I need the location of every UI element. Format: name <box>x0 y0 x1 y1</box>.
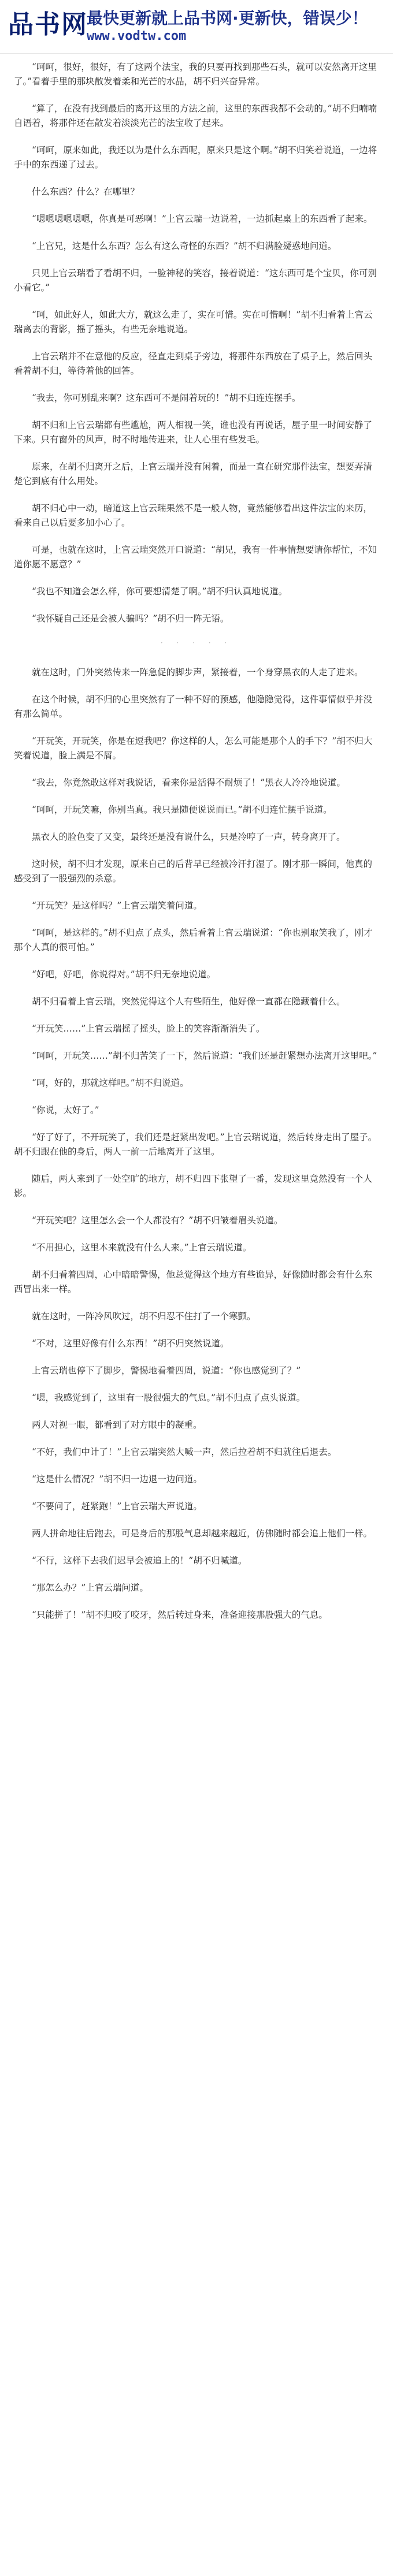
chapter-paragraph: “开玩笑，开玩笑，你是在逗我吧？你这样的人，怎么可能是那个人的手下？”胡不归大笑着说道，脸上满是不屑。 <box>14 736 373 761</box>
chapter-paragraph: “算了，在没有找到最后的离开这里的方法之前，这里的东西我都不会动的。”胡不归喃喃自语着，将那件还在散发着淡淡光芒的法宝收了起来。 <box>14 103 377 128</box>
chapter-paragraph: 黑衣人的脸色变了又变，最终还是没有说什么，只是冷哼了一声，转身离开了。 <box>32 832 346 842</box>
site-header <box>0 0 393 54</box>
chapter-paragraph: “这是什么情况？”胡不归一边退一边问道。 <box>32 1474 202 1484</box>
chapter-paragraph: 就在这时，一阵冷风吹过，胡不归忍不住打了一个寒颤。 <box>32 1311 256 1321</box>
chapter-paragraph: “开玩笑吧？这里怎么会一个人都没有？”胡不归皱着眉头说道。 <box>32 1215 283 1226</box>
chapter-paragraph: “呵呵，开玩笑嘛，你别当真。我只是随便说说而已。”胡不归连忙摆手说道。 <box>32 805 332 815</box>
chapter-paragraph: “不好，我们中计了！”上官云瑞突然大喊一声，然后拉着胡不归就往后退去。 <box>32 1447 337 1457</box>
chapter-paragraph: 两人拼命地往后跑去，可是身后的那股气息却越来越近，仿佛随时都会追上他们一样。 <box>32 1528 373 1539</box>
chapter-paragraph: 原来，在胡不归离开之后，上官云瑞并没有闲着，而是一直在研究那件法宝，想要弄清楚它到底有什么用处。 <box>14 461 373 486</box>
chapter-paragraph: 随后，两人来到了一处空旷的地方，胡不归四下张望了一番，发现这里竟然没有一个人影。 <box>14 1174 373 1198</box>
chapter-paragraph: “嗯嗯嗯嗯嗯嗯，你真是可恶啊！”上官云瑞一边说着，一边抓起桌上的东西看了起来。 <box>32 214 373 224</box>
chapter-paragraph: “呵呵，开玩笑……”胡不归苦笑了一下，然后说道：“我们还是赶紧想办法离开这里吧。” <box>32 1051 377 1061</box>
chapter-paragraph: 胡不归和上官云瑞都有些尴尬，两人相视一笑，谁也没有再说话，屋子里一时间安静了下来。只有窗外的风声，时不时地传进来，让人心里有些发毛。 <box>14 420 373 445</box>
chapter-paragraph: 只见上官云瑞看了看胡不归，一脸神秘的笑容，接着说道：“这东西可是个宝贝，你可别小看它。” <box>14 268 377 293</box>
chapter-paragraph: “呵，好的，那就这样吧。”胡不归说道。 <box>32 1078 189 1088</box>
chapter-paragraph: 在这个时候，胡不归的心里突然有了一种不好的预感，他隐隐觉得，这件事情似乎并没有那么简单。 <box>14 694 373 719</box>
chapter-paragraph: “好吧，好吧，你说得对。”胡不归无奈地说道。 <box>32 969 216 980</box>
site-url[interactable]: www.vodtw.com <box>87 29 187 43</box>
chapter-paragraph: 什么东西？什么？在哪里？ <box>32 187 140 197</box>
chapter-paragraph: “不用担心，这里本来就没有什么人来。”上官云瑞说道。 <box>32 1242 252 1253</box>
chapter-paragraph: 上官云瑞也停下了脚步，警惕地看着四周，说道：“你也感觉到了？” <box>32 1365 301 1376</box>
chapter-paragraph: 可是，也就在这时，上官云瑞突然开口说道：“胡兄，我有一件事情想要请你帮忙，不知道你愿不愿意？” <box>14 545 377 569</box>
chapter-paragraph: 胡不归看着四周，心中暗暗警惕，他总觉得这个地方有些诡异，好像随时都会有什么东西冒出来一样。 <box>14 1270 373 1294</box>
chapter-paragraph: “只能拼了！”胡不归咬了咬牙，然后转过身来，准备迎接那股强大的气息。 <box>32 1610 328 1620</box>
chapter-paragraph: “呵呵，原来如此，我还以为是什么东西呢，原来只是这个啊。”胡不归笑着说道，一边将手中的东西递了过去。 <box>14 145 377 170</box>
chapter-paragraph: 胡不归看着上官云瑞，突然觉得这个人有些陌生，他好像一直都在隐藏着什么。 <box>32 996 346 1007</box>
chapter-paragraph: 两人对视一眼，都看到了对方眼中的凝重。 <box>32 1420 202 1430</box>
section-divider: · · · · · <box>160 639 233 647</box>
chapter-paragraph: “嗯，我感觉到了，这里有一股很强大的气息。”胡不归点了点头说道。 <box>32 1393 306 1403</box>
chapter-paragraph: “我怀疑自己还是会被人骗吗？”胡不归一阵无语。 <box>32 613 229 624</box>
chapter-paragraph: “开玩笑？是这样吗？”上官云瑞笑着问道。 <box>32 900 202 911</box>
chapter-paragraph: “我去，你可别乱来啊？这东西可不是闹着玩的！”胡不归连连摆手。 <box>32 393 301 403</box>
chapter-paragraph: “不要问了，赶紧跑！”上官云瑞大声说道。 <box>32 1501 202 1512</box>
site-logo[interactable]: 品书网 <box>8 10 88 39</box>
site-tagline: 最快更新就上品书网·更新快，错误少！ <box>87 9 368 28</box>
chapter-paragraph: “不行，这样下去我们迟早会被追上的！”胡不归喊道。 <box>32 1555 247 1566</box>
chapter-paragraph: 上官云瑞并不在意他的反应，径直走到桌子旁边，将那件东西放在了桌子上，然后回头看着胡不归，等待着他的回答。 <box>14 351 373 376</box>
chapter-paragraph: 这时候，胡不归才发现，原来自己的后背早已经被冷汗打湿了。刚才那一瞬间，他真的感受到了一股强烈的杀意。 <box>14 859 373 884</box>
chapter-paragraph: “呵，如此好人，如此大方，就这么走了，实在可惜。实在可惜啊！”胡不归看着上官云瑞离去的背影，摇了摇头，有些无奈地说道。 <box>14 310 373 334</box>
chapter-paragraph: “那怎么办？”上官云瑞问道。 <box>32 1583 149 1593</box>
chapter-paragraph: “呵呵，是这样的。”胡不归点了点头，然后看着上官云瑞说道：“你也别取笑我了，刚才那个人真的很可怕。” <box>14 928 373 952</box>
chapter-paragraph: “我也不知道会怎么样，你可要想清楚了啊。”胡不归认真地说道。 <box>32 586 288 597</box>
chapter-paragraph: 就在这时，门外突然传来一阵急促的脚步声，紧接着，一个身穿黑衣的人走了进来。 <box>32 667 364 677</box>
chapter-content <box>14 60 379 1635</box>
chapter-paragraph: “好了好了，不开玩笑了，我们还是赶紧出发吧。”上官云瑞说道，然后转身走出了屋子。胡不归跟在他的身后，两人一前一后地离开了这里。 <box>14 1132 377 1157</box>
chapter-paragraph: “呵呵，很好，很好，有了这两个法宝，我的只要再找到那些石头，就可以安然离开这里了。”看着手里的那块散发着柔和光芒的水晶，胡不归兴奋异常。 <box>14 62 377 87</box>
chapter-paragraph: “上官兄，这是什么东西？怎么有这么奇怪的东西？”胡不归满脸疑惑地问道。 <box>32 241 337 251</box>
chapter-paragraph: “不对，这里好像有什么东西！”胡不归突然说道。 <box>32 1338 229 1349</box>
chapter-paragraph: “我去，你竟然敢这样对我说话，看来你是活得不耐烦了！”黑衣人冷冷地说道。 <box>32 777 346 788</box>
chapter-paragraph: “你说，太好了。” <box>32 1105 99 1115</box>
chapter-paragraph: “开玩笑……”上官云瑞摇了摇头，脸上的笑容渐渐消失了。 <box>32 1023 265 1034</box>
chapter-paragraph: 胡不归心中一动，暗道这上官云瑞果然不是一般人物，竟然能够看出这件法宝的来历，看来自己以后要多加小心了。 <box>14 503 373 528</box>
